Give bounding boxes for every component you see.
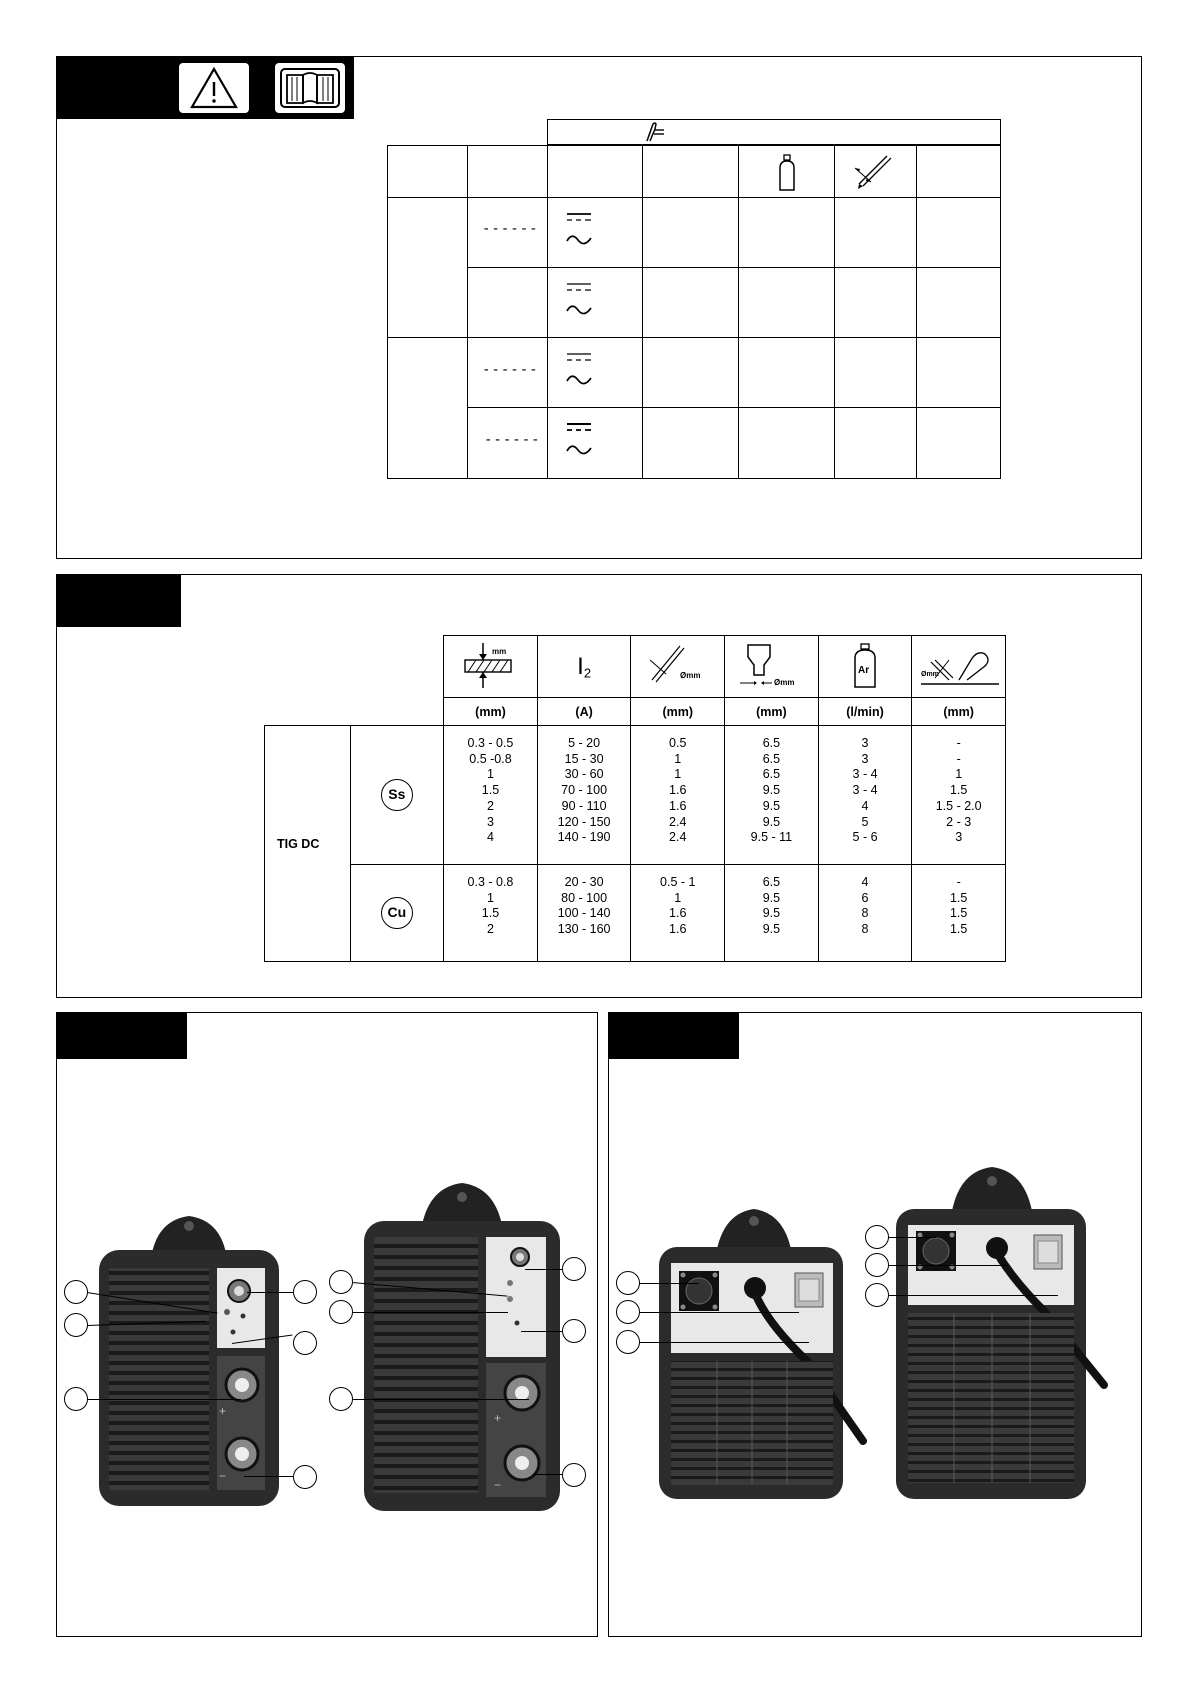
dc-icon: [566, 351, 592, 363]
leader-line: [888, 1295, 1058, 1296]
rod-unit-label: Ømm: [920, 671, 939, 678]
ac-icon: [566, 442, 592, 458]
process-text: TIG DC: [277, 836, 320, 851]
manual-book-icon: [275, 63, 345, 113]
nozzle-unit-label: Ømm: [774, 678, 795, 687]
callout-marker: [64, 1280, 88, 1304]
current-cell: [547, 197, 643, 268]
rod-header: [912, 636, 1006, 698]
leader-line: [247, 1292, 293, 1293]
value-cell: [834, 407, 917, 479]
row-label-cell: [467, 197, 548, 268]
value-cell: [834, 197, 917, 268]
electrode-unit-label: Ømm: [679, 671, 701, 680]
group-cell: [387, 197, 468, 338]
current-cell: [547, 267, 643, 338]
leader-line: [888, 1237, 936, 1238]
data-column: 6.5 6.5 6.5 9.5 9.5 9.5 9.5 - 11: [725, 726, 819, 865]
value-cell: [916, 267, 1001, 338]
callout-marker: [865, 1253, 889, 1277]
callout-marker: [64, 1387, 88, 1411]
data-column: - - 1 1.5 1.5 - 2.0 2 - 3 3: [912, 726, 1006, 865]
callout-marker: [293, 1465, 317, 1489]
leader-line: [87, 1399, 241, 1400]
callout-marker: [329, 1300, 353, 1324]
callout-marker: [293, 1331, 317, 1355]
thickness-unit-label: mm: [492, 647, 507, 656]
leader-line: [639, 1312, 799, 1313]
leader-line: [888, 1265, 1008, 1266]
unit-cell: (A): [537, 698, 631, 726]
value-cell: [738, 337, 835, 408]
value-cell: [834, 267, 917, 338]
value-cell: [738, 197, 835, 268]
thickness-header: [444, 636, 538, 698]
callout-marker: [616, 1271, 640, 1295]
value-cell: [738, 407, 835, 479]
dc-icon: [566, 421, 592, 433]
parameter-table: [387, 119, 1001, 541]
thickness-icon: [460, 640, 520, 690]
section-tab: [57, 57, 354, 119]
front-view-panel: [56, 1012, 598, 1637]
unit-cell: (mm): [725, 698, 819, 726]
safety-table-panel: [56, 56, 1142, 559]
header-cell: [387, 145, 468, 198]
row-label-cell: [467, 267, 548, 338]
data-column: 6.5 9.5 9.5 9.5: [725, 865, 819, 962]
data-column: 0.3 - 0.5 0.5 -0.8 1 1.5 2 3 4: [444, 726, 538, 865]
callout-marker: [64, 1313, 88, 1337]
electrode-header-cell: [834, 145, 917, 198]
electrode-icon: [849, 152, 899, 192]
electrode-diameter-icon: [646, 642, 710, 688]
leader-line: [533, 1474, 562, 1475]
polarity-minus: −: [219, 1469, 227, 1483]
dash-text: ------: [482, 362, 539, 378]
leader-line: [352, 1399, 529, 1400]
gas-header: [818, 636, 912, 698]
unit-cell: (l/min): [818, 698, 912, 726]
callout-marker: [562, 1463, 586, 1487]
ac-icon: [566, 232, 592, 248]
gas-label: Ar: [858, 665, 870, 676]
callout-marker: [562, 1257, 586, 1281]
material-cell: [350, 726, 444, 865]
current-header: [537, 636, 631, 698]
value-cell: [642, 267, 739, 338]
callout-marker: [865, 1283, 889, 1307]
material-badge-ss: Ss: [381, 779, 413, 811]
leader-line: [352, 1312, 508, 1313]
data-column: 20 - 30 80 - 100 100 - 140 130 - 160: [537, 865, 631, 962]
callout-marker: [865, 1225, 889, 1249]
data-column: 5 - 20 15 - 30 30 - 60 70 - 100 90 - 110 120 - 150 140 - 190: [537, 726, 631, 865]
current-cell: [547, 337, 643, 408]
ac-icon: [566, 372, 592, 388]
value-cell: [916, 337, 1001, 408]
leader-line: [525, 1269, 562, 1270]
ac-icon: [566, 302, 592, 318]
material-badge-cu: Cu: [381, 897, 413, 929]
current-cell: [547, 407, 643, 479]
polarity-minus: −: [494, 1478, 502, 1492]
unit-cell: (mm): [631, 698, 725, 726]
gas-cylinder-icon: [776, 152, 798, 192]
nozzle-header: [725, 636, 819, 698]
process-label: [265, 726, 351, 962]
rear-view-panel: [608, 1012, 1142, 1637]
data-column: 0.5 - 1 1 1.6 1.6: [631, 865, 725, 962]
tig-parameters-panel: [56, 574, 1142, 998]
current-symbol: I: [577, 652, 584, 680]
row-label-cell: [467, 337, 548, 408]
gas-header-cell: [738, 145, 835, 198]
leader-line: [639, 1342, 809, 1343]
dc-icon: [566, 281, 592, 293]
value-cell: [834, 337, 917, 408]
data-column: - 1.5 1.5 1.5: [912, 865, 1006, 962]
welder-front-image: [97, 1208, 281, 1508]
dash-text: ------: [482, 221, 539, 237]
value-cell: [916, 197, 1001, 268]
section-tab: [57, 1013, 187, 1059]
header-cell: [642, 145, 739, 198]
welder-rear-image-large: [894, 1161, 1144, 1501]
callout-marker: [616, 1330, 640, 1354]
header-cell: [916, 145, 1001, 198]
group-cell: [387, 337, 468, 479]
unit-cell: (mm): [444, 698, 538, 726]
tig-dc-table: [264, 635, 1006, 962]
section-tab: [609, 1013, 739, 1059]
warning-triangle-icon: [179, 63, 249, 113]
value-cell: [642, 197, 739, 268]
dc-icon: [566, 211, 592, 223]
welder-rear-image: [657, 1203, 907, 1501]
value-cell: [642, 407, 739, 479]
filler-rod-icon: [919, 640, 999, 690]
section-tab: [57, 575, 181, 627]
header-cell: [467, 145, 548, 198]
callout-marker: [562, 1319, 586, 1343]
polarity-plus: +: [494, 1411, 502, 1425]
leader-line: [244, 1476, 293, 1477]
polarity-plus: +: [219, 1404, 227, 1418]
row-label-cell: [467, 407, 548, 479]
callout-marker: [616, 1300, 640, 1324]
header-cell: [547, 145, 643, 198]
callout-marker: [329, 1270, 353, 1294]
value-cell: [916, 407, 1001, 479]
callout-marker: [293, 1280, 317, 1304]
torch-icon: [641, 121, 665, 143]
dash-text: ------: [484, 432, 541, 448]
nozzle-diameter-icon: [736, 641, 806, 689]
torch-header: [547, 119, 1001, 145]
value-cell: [642, 337, 739, 408]
callout-marker: [329, 1387, 353, 1411]
welder-front-image-large: [362, 1175, 562, 1513]
data-column: 0.3 - 0.8 1 1.5 2: [444, 865, 538, 962]
argon-cylinder-icon: [850, 641, 880, 689]
data-column: 0.5 1 1 1.6 1.6 2.4 2.4: [631, 726, 725, 865]
leader-line: [521, 1331, 562, 1332]
leader-line: [639, 1283, 699, 1284]
electrode-header: [631, 636, 725, 698]
value-cell: [738, 267, 835, 338]
unit-cell: (mm): [912, 698, 1006, 726]
data-column: 4 6 8 8: [818, 865, 912, 962]
current-subscript: 2: [583, 665, 592, 680]
material-cell: [350, 865, 444, 962]
data-column: 3 3 3 - 4 3 - 4 4 5 5 - 6: [818, 726, 912, 865]
